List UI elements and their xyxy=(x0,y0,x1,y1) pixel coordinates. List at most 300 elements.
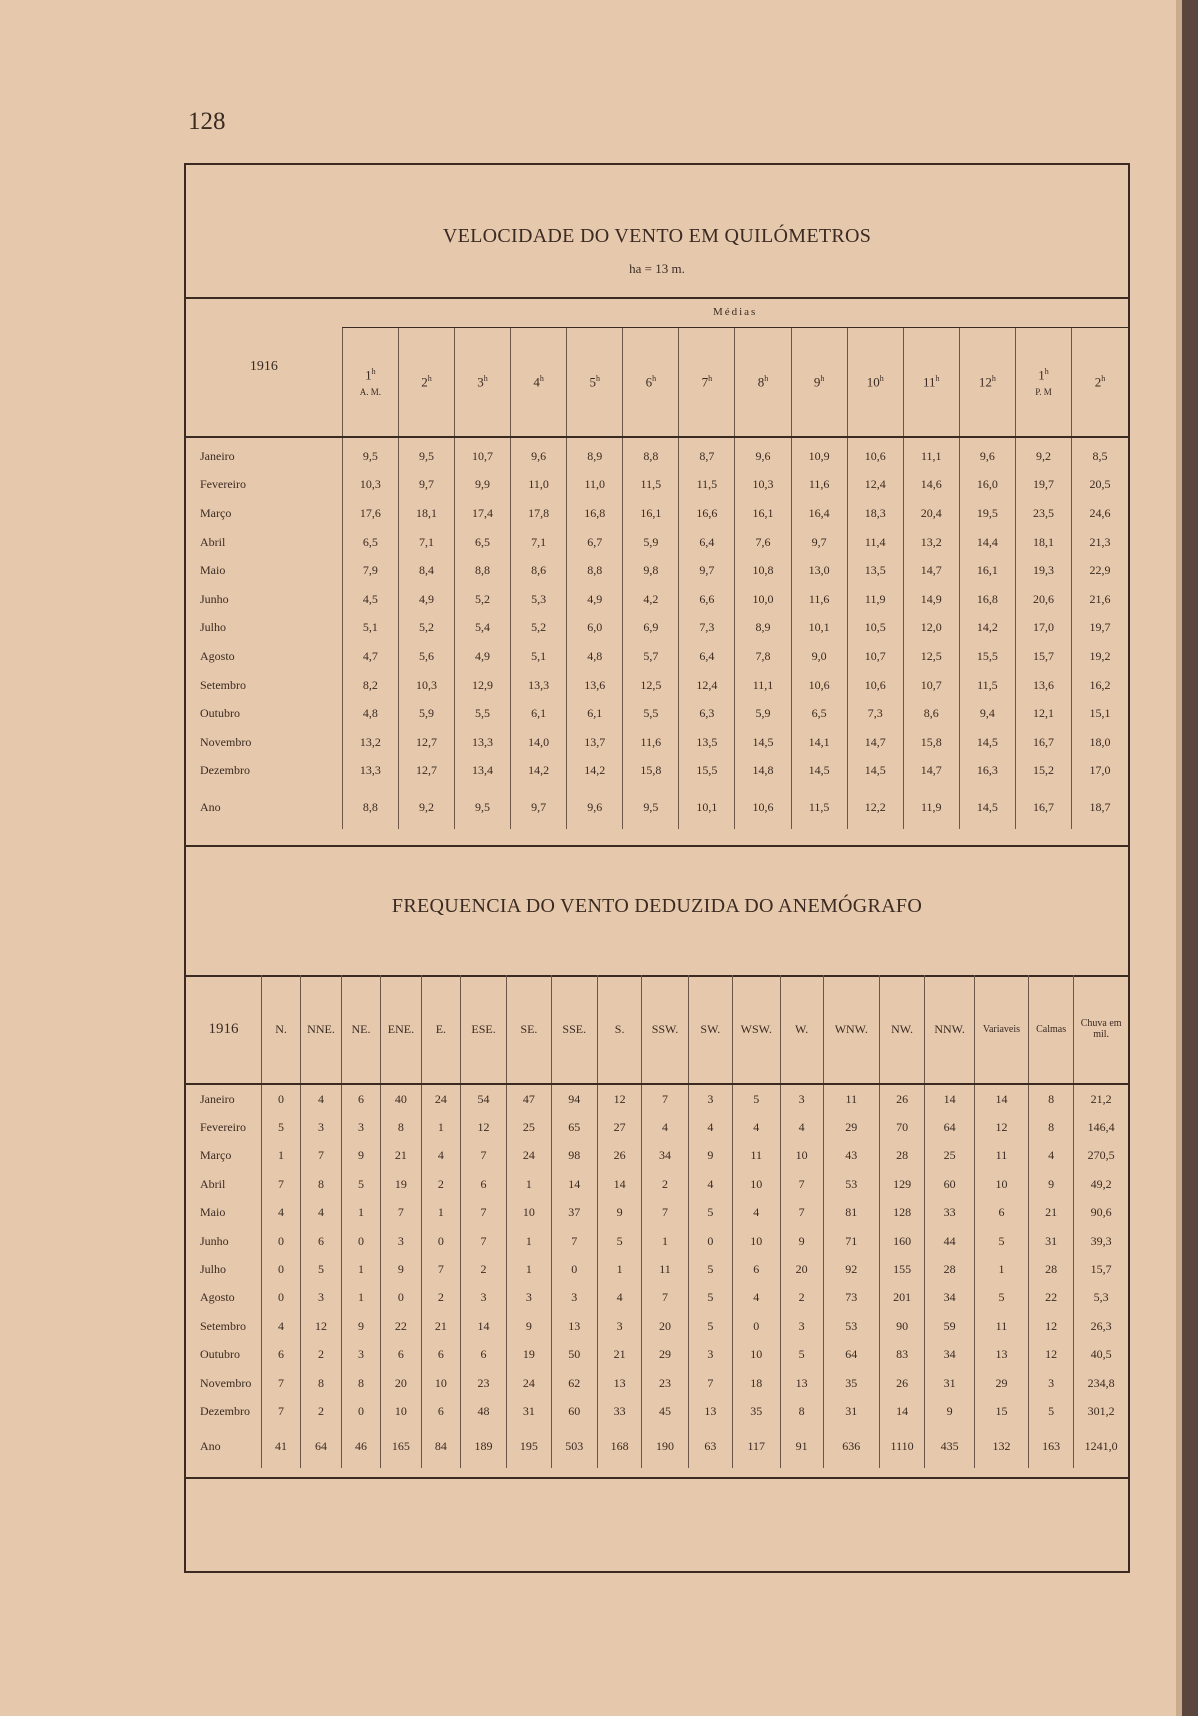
speed-cell: 9,6 xyxy=(735,437,791,471)
speed-cell: 10,7 xyxy=(903,671,959,700)
speed-cell: 14,8 xyxy=(735,757,791,786)
annual-cell: 16,7 xyxy=(1015,785,1071,829)
frequency-cell: 9 xyxy=(342,1142,381,1170)
hour-label: 5 xyxy=(589,374,596,390)
speed-cell: 11,1 xyxy=(735,671,791,700)
speed-cell: 7,8 xyxy=(735,642,791,671)
frequency-cell: 8 xyxy=(1028,1113,1073,1141)
speed-cell: 16,8 xyxy=(567,499,623,528)
hour-suffix: h xyxy=(879,373,884,383)
table-row xyxy=(186,1312,1128,1340)
hour-label: 10 xyxy=(866,374,880,390)
speed-cell: 13,3 xyxy=(454,728,510,757)
month-label: Novembro xyxy=(200,1375,252,1390)
frequency-cell: 0 xyxy=(262,1227,301,1255)
speed-cell: 9,7 xyxy=(679,556,735,585)
frequency-cell: 3 xyxy=(300,1284,341,1312)
hour-label: 3 xyxy=(477,374,484,390)
frequency-cell: 2 xyxy=(780,1284,823,1312)
frequency-cell: 18 xyxy=(732,1369,780,1397)
speed-cell: 5,3 xyxy=(511,585,567,614)
speed-cell: 11,6 xyxy=(791,471,847,500)
speed-cell: 18,0 xyxy=(1072,728,1128,757)
frequency-cell: 2 xyxy=(300,1397,341,1425)
frequency-cell: 1 xyxy=(507,1170,551,1198)
frequency-cell: 8 xyxy=(300,1369,341,1397)
frequency-cell: 28 xyxy=(1028,1255,1073,1283)
speed-cell: 11,5 xyxy=(679,471,735,500)
frequency-cell: 23 xyxy=(460,1369,506,1397)
frequency-cell: 53 xyxy=(823,1312,879,1340)
hour-header xyxy=(1072,328,1128,438)
direction-header: S. xyxy=(597,975,641,1084)
month-label: Maio xyxy=(200,1205,226,1220)
month-label: Fevereiro xyxy=(200,477,246,492)
tables-frame xyxy=(184,163,1130,1573)
speed-cell: 8,9 xyxy=(735,614,791,643)
speed-cell: 19,7 xyxy=(1072,614,1128,643)
frequency-cell: 7 xyxy=(780,1199,823,1227)
speed-cell: 7,3 xyxy=(847,699,903,728)
frequency-cell: 7 xyxy=(642,1284,688,1312)
speed-cell: 9,7 xyxy=(398,471,454,500)
frequency-cell: 3 xyxy=(507,1284,551,1312)
frequency-cell: 5 xyxy=(780,1341,823,1369)
frequency-cell: 0 xyxy=(551,1255,597,1283)
speed-cell: 11,5 xyxy=(623,471,679,500)
page-number: 128 xyxy=(188,108,226,135)
frequency-cell: 34 xyxy=(642,1142,688,1170)
frequency-cell: 12 xyxy=(597,1084,641,1113)
frequency-cell: 6 xyxy=(421,1341,460,1369)
speed-cell: 17,0 xyxy=(1015,614,1071,643)
speed-cell: 19,3 xyxy=(1015,556,1071,585)
month-label: Janeiro xyxy=(186,1084,262,1113)
speed-cell: 4,8 xyxy=(342,699,398,728)
frequency-cell: 13 xyxy=(551,1312,597,1340)
speed-cell: 5,2 xyxy=(398,614,454,643)
speed-cell: 5,9 xyxy=(623,528,679,557)
frequency-cell: 10 xyxy=(380,1397,421,1425)
speed-cell: 5,6 xyxy=(398,642,454,671)
annual-cell: 1241,0 xyxy=(1074,1426,1128,1468)
frequency-cell: 6 xyxy=(300,1227,341,1255)
direction-header: NE. xyxy=(342,975,381,1084)
speed-cell: 12,7 xyxy=(398,728,454,757)
frequency-cell: 23 xyxy=(642,1369,688,1397)
speed-cell: 6,9 xyxy=(623,614,679,643)
speed-cell: 17,8 xyxy=(511,499,567,528)
frequency-cell: 1 xyxy=(342,1255,381,1283)
hour-suffix: h xyxy=(991,373,996,383)
speed-cell: 6,3 xyxy=(679,699,735,728)
annual-label: Ano xyxy=(200,799,221,814)
frequency-cell: 21 xyxy=(1028,1199,1073,1227)
frequency-cell: 62 xyxy=(551,1369,597,1397)
speed-cell: 6,1 xyxy=(567,699,623,728)
frequency-cell: 4 xyxy=(688,1113,732,1141)
direction-header: NNE. xyxy=(300,975,341,1084)
frequency-cell: 90 xyxy=(879,1312,924,1340)
frequency-cell: 234,8 xyxy=(1074,1369,1128,1397)
frequency-cell: 15,7 xyxy=(1074,1255,1128,1283)
speed-cell: 20,5 xyxy=(1072,471,1128,500)
speed-cell: 5,5 xyxy=(623,699,679,728)
annual-cell: 168 xyxy=(597,1426,641,1468)
annual-cell: 46 xyxy=(342,1426,381,1468)
speed-cell: 4,2 xyxy=(623,585,679,614)
annual-label: Ano xyxy=(200,1439,221,1454)
frequency-cell: 49,2 xyxy=(1074,1170,1128,1198)
annual-cell: 195 xyxy=(507,1426,551,1468)
speed-cell: 8,4 xyxy=(398,556,454,585)
frequency-cell: 21,2 xyxy=(1074,1084,1128,1113)
frequency-cell: 24 xyxy=(507,1369,551,1397)
frequency-cell: 94 xyxy=(551,1084,597,1113)
speed-cell: 14,7 xyxy=(847,728,903,757)
annual-row xyxy=(186,785,1128,829)
frequency-cell: 160 xyxy=(879,1227,924,1255)
speed-cell: 12,4 xyxy=(679,671,735,700)
speed-cell: 17,6 xyxy=(342,499,398,528)
speed-cell: 16,2 xyxy=(1072,671,1128,700)
speed-cell: 9,4 xyxy=(959,699,1015,728)
speed-cell: 5,4 xyxy=(454,614,510,643)
frequency-cell: 39,3 xyxy=(1074,1227,1128,1255)
table-row xyxy=(186,671,1128,700)
direction-header: NW. xyxy=(879,975,924,1084)
month-label: Julho xyxy=(200,620,227,635)
annual-cell: 9,5 xyxy=(623,785,679,829)
hour-suffix: h xyxy=(1101,373,1106,383)
speed-cell: 6,6 xyxy=(679,585,735,614)
frequency-cell: 11 xyxy=(642,1255,688,1283)
frequency-cell: 4 xyxy=(732,1113,780,1141)
speed-cell: 16,1 xyxy=(735,499,791,528)
frequency-cell: 5 xyxy=(688,1312,732,1340)
speed-cell: 6,5 xyxy=(342,528,398,557)
frequency-cell: 13 xyxy=(974,1341,1028,1369)
frequency-cell: 2 xyxy=(421,1170,460,1198)
frequency-cell: 9 xyxy=(688,1142,732,1170)
hour-header xyxy=(903,328,959,438)
annual-cell: 84 xyxy=(421,1426,460,1468)
frequency-cell: 22 xyxy=(380,1312,421,1340)
speed-cell: 11,1 xyxy=(903,437,959,471)
speed-cell: 12,0 xyxy=(903,614,959,643)
speed-cell: 9,6 xyxy=(511,437,567,471)
frequency-cell: 21 xyxy=(597,1341,641,1369)
frequency-cell: 5 xyxy=(688,1284,732,1312)
wind-frequency-title: FREQUENCIA DO VENTO DEDUZIDA DO ANEMÓGRAFO xyxy=(391,895,923,917)
frequency-cell: 5 xyxy=(688,1255,732,1283)
table-row xyxy=(186,585,1128,614)
direction-header: SE. xyxy=(507,975,551,1084)
frequency-cell: 28 xyxy=(925,1255,975,1283)
direction-header: WNW. xyxy=(823,975,879,1084)
frequency-cell: 3 xyxy=(688,1341,732,1369)
hour-header xyxy=(1015,328,1071,438)
frequency-cell: 9 xyxy=(380,1255,421,1283)
frequency-cell: 0 xyxy=(262,1284,301,1312)
annual-cell: 11,5 xyxy=(791,785,847,829)
hour-header xyxy=(959,328,1015,438)
frequency-cell: 5 xyxy=(300,1255,341,1283)
frequency-cell: 5 xyxy=(974,1227,1028,1255)
speed-cell: 7,1 xyxy=(398,528,454,557)
frequency-cell: 13 xyxy=(780,1369,823,1397)
frequency-cell: 81 xyxy=(823,1199,879,1227)
frequency-cell: 7 xyxy=(551,1227,597,1255)
speed-cell: 10,5 xyxy=(847,614,903,643)
month-label: Dezembro xyxy=(200,1403,250,1418)
frequency-cell: 7 xyxy=(642,1084,688,1113)
medias-header: Médias xyxy=(712,306,758,318)
speed-cell: 13,5 xyxy=(679,728,735,757)
direction-header: Chuva em mil. xyxy=(1074,975,1128,1084)
speed-cell: 6,5 xyxy=(791,699,847,728)
month-label: Março xyxy=(200,1148,232,1163)
frequency-cell: 6 xyxy=(342,1084,381,1113)
hour-header xyxy=(454,328,510,438)
frequency-cell: 2 xyxy=(421,1284,460,1312)
annual-cell: 435 xyxy=(925,1426,975,1468)
hour-header xyxy=(791,328,847,438)
speed-cell: 20,6 xyxy=(1015,585,1071,614)
frequency-cell: 31 xyxy=(823,1397,879,1425)
speed-cell: 7,3 xyxy=(679,614,735,643)
frequency-cell: 14 xyxy=(460,1312,506,1340)
speed-cell: 6,4 xyxy=(679,642,735,671)
speed-cell: 5,7 xyxy=(623,642,679,671)
hour-label: 2 xyxy=(1094,374,1102,390)
speed-cell: 24,6 xyxy=(1072,499,1128,528)
frequency-cell: 50 xyxy=(551,1341,597,1369)
frequency-cell: 12 xyxy=(1028,1312,1073,1340)
speed-cell: 13,7 xyxy=(567,728,623,757)
speed-cell: 13,3 xyxy=(342,757,398,786)
table-row xyxy=(186,471,1128,500)
frequency-cell: 10 xyxy=(507,1199,551,1227)
frequency-cell: 34 xyxy=(925,1284,975,1312)
hour-suffix: h xyxy=(935,373,940,383)
frequency-cell: 26 xyxy=(879,1369,924,1397)
speed-cell: 15,2 xyxy=(1015,757,1071,786)
speed-cell: 15,7 xyxy=(1015,642,1071,671)
frequency-cell: 1 xyxy=(507,1255,551,1283)
frequency-cell: 5 xyxy=(732,1084,780,1113)
speed-cell: 14,9 xyxy=(903,585,959,614)
frequency-cell: 10 xyxy=(780,1142,823,1170)
speed-cell: 5,2 xyxy=(454,585,510,614)
frequency-cell: 13 xyxy=(597,1369,641,1397)
frequency-cell: 29 xyxy=(642,1341,688,1369)
annual-cell: 12,2 xyxy=(847,785,903,829)
frequency-cell: 4 xyxy=(421,1142,460,1170)
hour-label: 4 xyxy=(533,374,540,390)
speed-cell: 10,0 xyxy=(735,585,791,614)
month-label: Julho xyxy=(200,1262,227,1277)
am-label: A. M. xyxy=(359,386,381,397)
annual-cell: 190 xyxy=(642,1426,688,1468)
annual-cell: 64 xyxy=(300,1426,341,1468)
table-row xyxy=(186,437,1128,471)
frequency-cell: 7 xyxy=(262,1369,301,1397)
frequency-cell: 19 xyxy=(507,1341,551,1369)
wind-speed-subtitle: ha = 13 m. xyxy=(629,261,685,276)
frequency-cell: 6 xyxy=(974,1199,1028,1227)
frequency-cell: 73 xyxy=(823,1284,879,1312)
frequency-cell: 6 xyxy=(421,1397,460,1425)
frequency-cell: 1 xyxy=(597,1255,641,1283)
frequency-cell: 7 xyxy=(262,1170,301,1198)
speed-cell: 13,6 xyxy=(1015,671,1071,700)
frequency-cell: 10 xyxy=(732,1341,780,1369)
frequency-cell: 6 xyxy=(732,1255,780,1283)
speed-cell: 11,6 xyxy=(623,728,679,757)
frequency-cell: 3 xyxy=(780,1312,823,1340)
frequency-cell: 7 xyxy=(421,1255,460,1283)
frequency-cell: 0 xyxy=(262,1255,301,1283)
table-row xyxy=(186,556,1128,585)
frequency-cell: 20 xyxy=(780,1255,823,1283)
frequency-cell: 60 xyxy=(925,1170,975,1198)
frequency-cell: 14 xyxy=(551,1170,597,1198)
frequency-cell: 12 xyxy=(974,1113,1028,1141)
frequency-cell: 83 xyxy=(879,1341,924,1369)
pm-label: P. M xyxy=(1035,386,1052,397)
frequency-cell: 48 xyxy=(460,1397,506,1425)
annual-cell: 189 xyxy=(460,1426,506,1468)
hour-label: 6 xyxy=(645,374,653,390)
annual-cell: 132 xyxy=(974,1426,1028,1468)
month-label: Dezembro xyxy=(200,763,250,778)
speed-cell: 8,8 xyxy=(567,556,623,585)
speed-cell: 8,5 xyxy=(1072,437,1128,471)
speed-cell: 12,9 xyxy=(454,671,510,700)
frequency-cell: 24 xyxy=(507,1142,551,1170)
frequency-cell: 53 xyxy=(823,1170,879,1198)
annual-cell: 163 xyxy=(1028,1426,1073,1468)
speed-cell: 12,1 xyxy=(1015,699,1071,728)
frequency-cell: 11 xyxy=(974,1142,1028,1170)
frequency-cell: 10 xyxy=(421,1369,460,1397)
frequency-cell: 7 xyxy=(460,1142,506,1170)
frequency-cell: 7 xyxy=(780,1170,823,1198)
direction-header: NNW. xyxy=(925,975,975,1084)
frequency-cell: 7 xyxy=(688,1369,732,1397)
hour-suffix: h xyxy=(820,373,825,383)
speed-cell: 7,6 xyxy=(735,528,791,557)
frequency-cell: 0 xyxy=(380,1284,421,1312)
annual-cell: 636 xyxy=(823,1426,879,1468)
frequency-cell: 28 xyxy=(879,1142,924,1170)
table-row xyxy=(186,1227,1128,1255)
frequency-cell: 6 xyxy=(460,1341,506,1369)
frequency-cell: 8 xyxy=(780,1397,823,1425)
speed-cell: 10,9 xyxy=(791,437,847,471)
frequency-cell: 7 xyxy=(300,1142,341,1170)
frequency-cell: 5 xyxy=(688,1199,732,1227)
frequency-cell: 33 xyxy=(925,1199,975,1227)
direction-header: E. xyxy=(421,975,460,1084)
speed-cell: 10,6 xyxy=(791,671,847,700)
frequency-cell: 25 xyxy=(507,1113,551,1141)
hour-header xyxy=(567,328,623,438)
month-label: Janeiro xyxy=(186,437,342,471)
speed-cell: 14,1 xyxy=(791,728,847,757)
frequency-cell: 21 xyxy=(421,1312,460,1340)
frequency-cell: 31 xyxy=(1028,1227,1073,1255)
speed-cell: 13,0 xyxy=(791,556,847,585)
speed-cell: 8,8 xyxy=(623,437,679,471)
frequency-cell: 3 xyxy=(1028,1369,1073,1397)
speed-cell: 21,6 xyxy=(1072,585,1128,614)
month-label: Setembro xyxy=(200,677,246,692)
annual-cell: 18,7 xyxy=(1072,785,1128,829)
frequency-cell: 14 xyxy=(879,1397,924,1425)
frequency-cell: 9 xyxy=(1028,1170,1073,1198)
hour-suffix: h xyxy=(708,373,713,383)
frequency-cell: 22 xyxy=(1028,1284,1073,1312)
frequency-cell: 3 xyxy=(551,1284,597,1312)
frequency-cell: 5 xyxy=(1028,1397,1073,1425)
frequency-cell: 3 xyxy=(780,1084,823,1113)
frequency-cell: 2 xyxy=(300,1341,341,1369)
speed-cell: 20,4 xyxy=(903,499,959,528)
hour-label: 8 xyxy=(757,374,765,390)
hour-header xyxy=(511,328,567,438)
frequency-cell: 4 xyxy=(300,1199,341,1227)
speed-cell: 8,6 xyxy=(511,556,567,585)
frequency-cell: 9 xyxy=(342,1312,381,1340)
hour-label: 7 xyxy=(701,374,709,390)
frequency-cell: 29 xyxy=(974,1369,1028,1397)
frequency-cell: 40,5 xyxy=(1074,1341,1128,1369)
speed-cell: 11,6 xyxy=(791,585,847,614)
frequency-cell: 71 xyxy=(823,1227,879,1255)
frequency-cell: 35 xyxy=(732,1397,780,1425)
frequency-cell: 5 xyxy=(342,1170,381,1198)
speed-cell: 19,2 xyxy=(1072,642,1128,671)
speed-cell: 9,7 xyxy=(791,528,847,557)
frequency-cell: 47 xyxy=(507,1084,551,1113)
direction-header: Variaveis xyxy=(974,975,1028,1084)
frequency-cell: 14 xyxy=(925,1084,975,1113)
speed-cell: 16,1 xyxy=(959,556,1015,585)
frequency-cell: 8 xyxy=(1028,1084,1073,1113)
hour-label: 11 xyxy=(923,374,936,390)
speed-cell: 13,2 xyxy=(903,528,959,557)
speed-cell: 10,6 xyxy=(847,437,903,471)
frequency-cell: 1 xyxy=(342,1199,381,1227)
frequency-cell: 98 xyxy=(551,1142,597,1170)
hour-header xyxy=(735,328,791,438)
speed-cell: 21,3 xyxy=(1072,528,1128,557)
table-row xyxy=(186,728,1128,757)
speed-cell: 18,1 xyxy=(1015,528,1071,557)
table-row xyxy=(186,699,1128,728)
frequency-cell: 4 xyxy=(262,1199,301,1227)
speed-cell: 14,7 xyxy=(903,757,959,786)
frequency-cell: 26 xyxy=(879,1084,924,1113)
direction-header: ENE. xyxy=(380,975,421,1084)
frequency-cell: 12 xyxy=(300,1312,341,1340)
month-label: Junho xyxy=(200,591,229,606)
frequency-cell: 64 xyxy=(823,1341,879,1369)
frequency-cell: 4 xyxy=(732,1284,780,1312)
month-label: Março xyxy=(200,505,232,520)
